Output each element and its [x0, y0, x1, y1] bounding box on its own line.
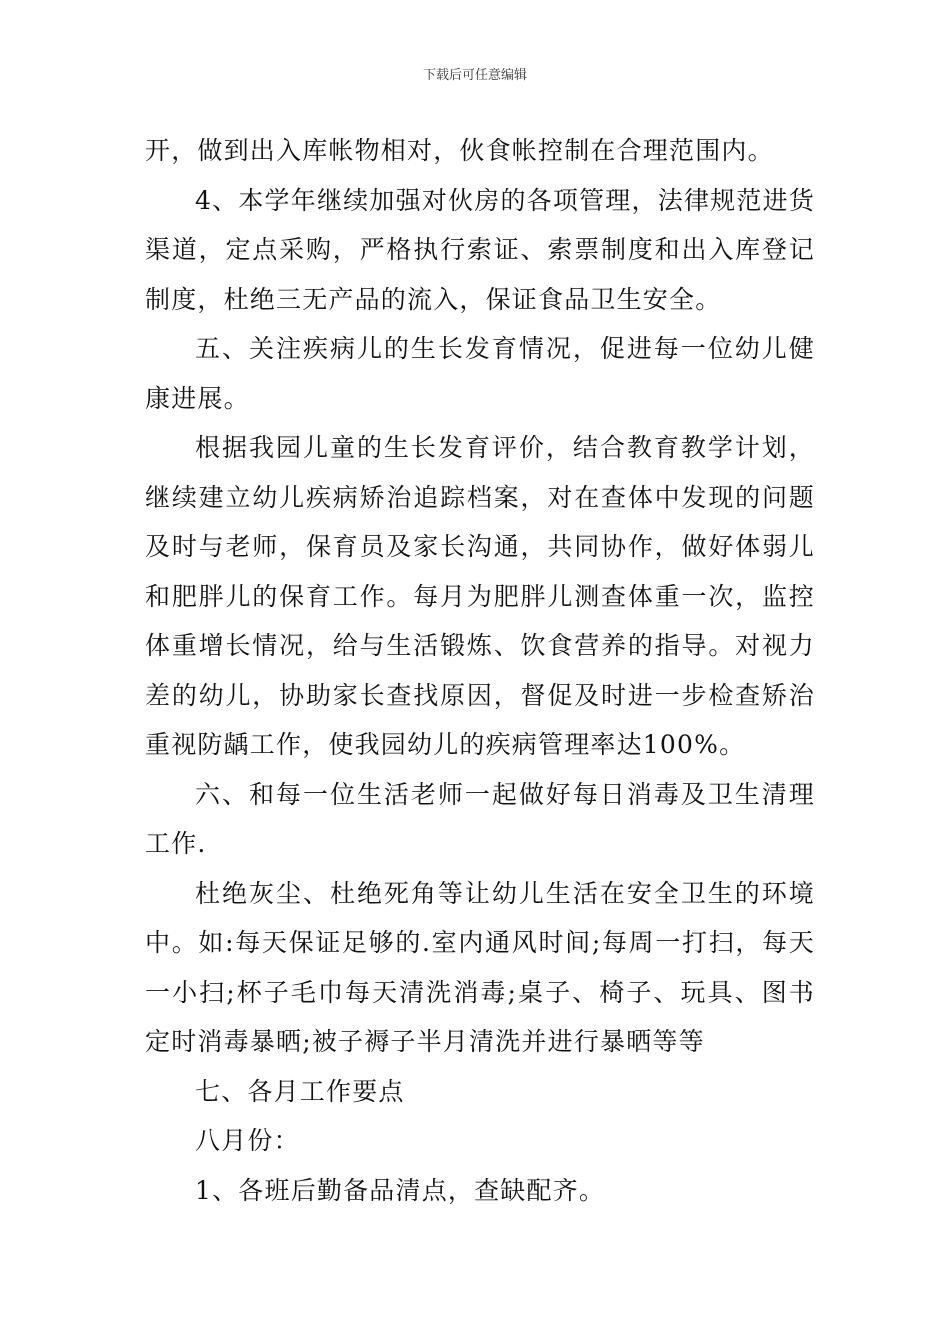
page-header: 下载后可任意编辑	[422, 68, 527, 83]
paragraph: 开，做到出入库帐物相对，伙食帐控制在合理范围内。	[145, 136, 774, 165]
section-heading: 七、各月工作要点	[195, 1076, 405, 1106]
document-body	[145, 126, 815, 1215]
paragraph: 根据我园儿童的生长发育评价，结合教育教学计划，继续建立幼儿疾病矫治追踪档案，对在查体中发现的问题及时与老师，保育员及家长沟通，共同协作，做好体弱儿和肥胖儿的保育工作。每月为肥胖儿测查体重一次，监控体重增长情况，给与生活锻炼、饮食营养的指导。对视力差的幼儿，协助家长查找原因，督促及时进一步检查矫治重视防龋工作，使我园幼儿的疾病管理率达100%。	[145, 433, 815, 759]
paragraph: 1、各班后勤备品清点，查缺配齐。	[195, 1175, 606, 1205]
subheading: 八月份：	[195, 1126, 300, 1155]
paragraph: 杜绝灰尘、杜绝死角等让幼儿生活在安全卫生的环境中。如:每天保证足够的.室内通风时间;每周一打扫，每天一小扫;杯子毛巾每天清洗消毒;桌子、椅子、玩具、图书定时消毒暴晒;被子褥子半月清洗并进行暴晒等等	[145, 878, 815, 1056]
section-heading: 六、和每一位生活老师一起做好每日消毒及卫生清理工作.	[145, 779, 815, 858]
section-heading: 五、关注疾病儿的生长发育情况，促进每一位幼儿健康进展。	[145, 334, 815, 413]
paragraph: 4、本学年继续加强对伙房的各项管理，法律规范进货渠道，定点采购，严格执行索证、索票制度和出入库登记制度，杜绝三无产品的流入，保证食品卫生安全。	[145, 185, 815, 314]
